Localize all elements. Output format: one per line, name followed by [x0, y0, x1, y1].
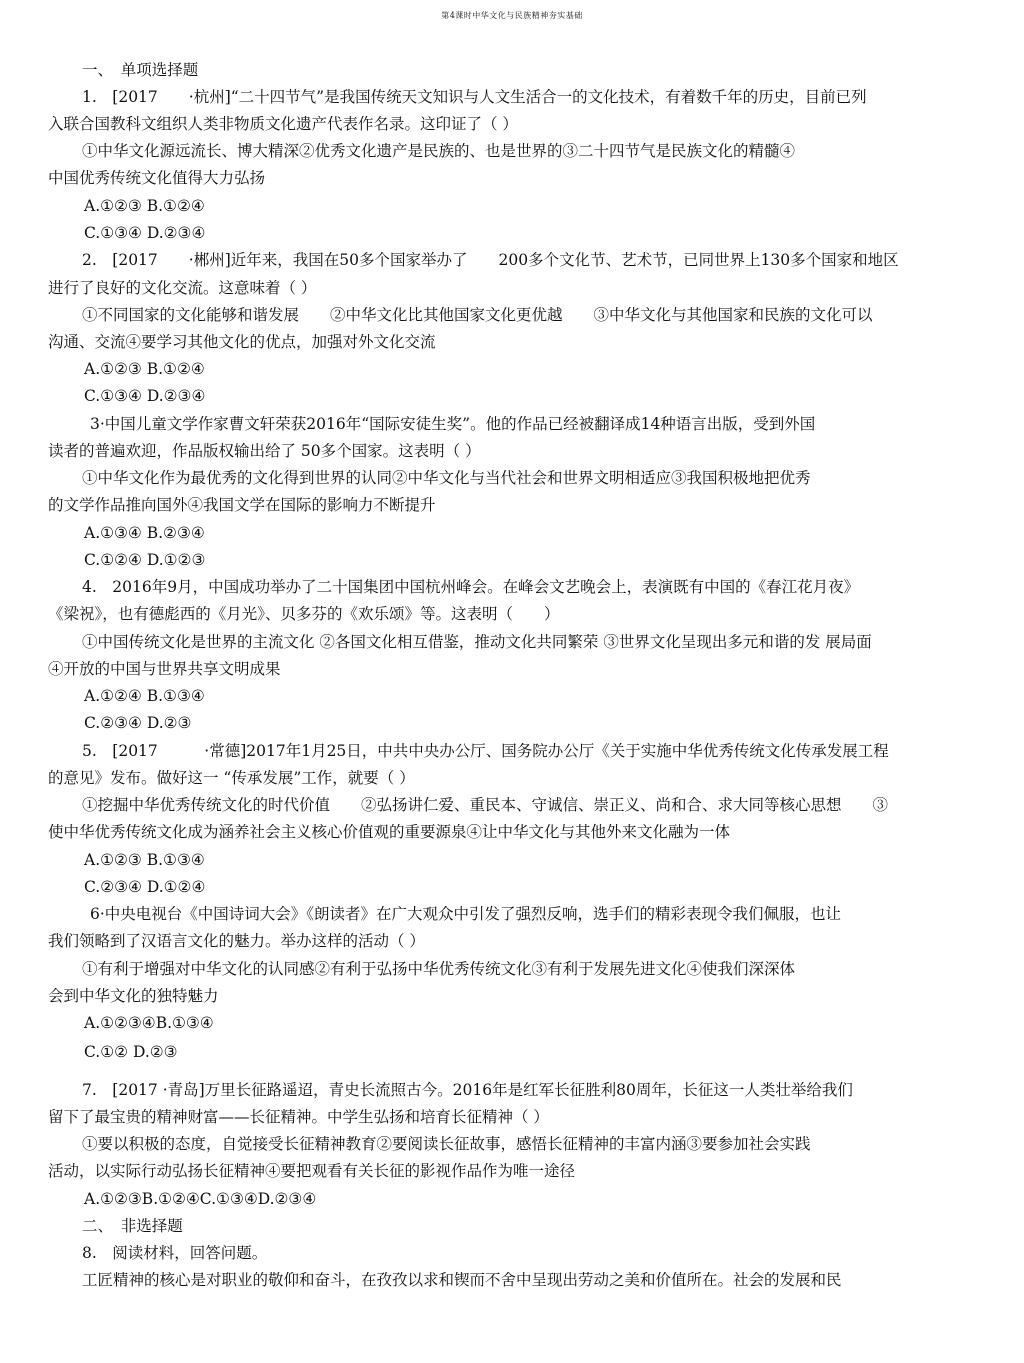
question-3-options-ab: A.①③④ B.②③④	[84, 524, 205, 542]
question-1-text-cont: 入联合国教科文组织人类非物质文化遗产代表作名录。这印证了（ ）	[48, 115, 518, 133]
question-7-text: 7. [2017 ·青岛]万里长征路遥迢，青史长流照古今。2016年是红军长征胜利80周年，长征这一人类壮举给我们	[82, 1081, 853, 1099]
question-7-text-cont: 留下了最宝贵的精神财富——长征精神。中学生弘扬和培育长征精神（ ）	[48, 1108, 549, 1126]
question-4-options-ab: A.①②④ B.①③④	[84, 687, 205, 705]
question-5-statements: ①挖掘中华优秀传统文化的时代价值 ②弘扬讲仁爱、重民本、守诚信、崇正义、尚和合、求大同等核心思想 ③	[82, 796, 889, 814]
question-2-options-cd: C.①③④ D.②③④	[84, 387, 206, 405]
question-6-text-cont: 我们领略到了汉语言文化的魅力。举办这样的活动（ ）	[48, 932, 425, 950]
question-2-statements-cont: 沟通、交流④要学习其他文化的优点，加强对外文化交流	[48, 333, 436, 351]
question-1-statements: ①中华文化源远流长、博大精深②优秀文化遗产是民族的、也是世界的③二十四节气是民族文化的精髓④	[82, 142, 796, 160]
question-7-options: A.①②③B.①②④C.①③④D.②③④	[84, 1190, 317, 1208]
question-1-text: 1. [2017 ·杭州]“二十四节气”是我国传统天文知识与人文生活合一的文化技术，有着数千年的历史，目前已列	[82, 88, 867, 106]
question-6-options-cd: C.①② D.②③	[84, 1043, 178, 1061]
question-1-statements-cont: 中国优秀传统文化值得大力弘扬	[48, 169, 266, 187]
page-title: 第4课时中华文化与民族精神夯实基础	[441, 11, 583, 20]
question-7-statements-cont: 活动，以实际行动弘扬长征精神④要把观看有关长征的影视作品作为唯一途径	[48, 1162, 576, 1180]
question-6-statements-cont: 会到中华文化的独特魅力	[48, 987, 219, 1005]
question-3-text: 3·中国儿童文学作家曹文轩荣获2016年“国际安徒生奖”。他的作品已经被翻译成14种语言出版，受到外国	[90, 415, 816, 433]
question-4-text-cont: 《梁祝》，也有德彪西的《月光》、贝多芬的《欢乐颂》等。这表明（ ）	[48, 605, 560, 623]
question-6-text: 6·中央电视台《中国诗词大会》《朗读者》在广大观众中引发了强烈反响，选手们的精彩表现令我们佩服，也让	[90, 905, 842, 923]
question-7-statements: ①要以积极的态度，自觉接受长征精神教育②要阅读长征故事，感悟长征精神的丰富内涵③要参加社会实践	[82, 1135, 811, 1153]
question-3-statements-cont: 的文学作品推向国外④我国文学在国际的影响力不断提升	[48, 496, 436, 514]
question-5-text-cont: 的意见》发布。做好这一 “传承发展”工作，就要（ ）	[48, 769, 415, 787]
question-3-text-cont: 读者的普遍欢迎，作品版权输出给了 50多个国家。这表明（ ）	[48, 442, 481, 460]
question-3-statements: ①中华文化作为最优秀的文化得到世界的认同②中华文化与当代社会和世界文明相适应③我国积极地把优秀	[82, 469, 811, 487]
question-2-statements: ①不同国家的文化能够和谐发展 ②中华文化比其他国家文化更优越 ③中华文化与其他国家和民族的文化可以	[82, 306, 873, 324]
question-4-statements-cont: ④开放的中国与世界共享文明成果	[48, 660, 281, 678]
question-5-statements-cont: 使中华优秀传统文化成为涵养社会主义核心价值观的重要源泉④让中华文化与其他外来文化融为一体	[48, 823, 731, 841]
question-6-options-ab: A.①②③④B.①③④	[84, 1014, 214, 1032]
question-4-options-cd: C.②③④ D.②③	[84, 714, 192, 732]
question-5-text: 5. [2017 ·常德]2017年1月25日，中共中央办公厅、国务院办公厅《关于实施中华优秀传统文化传承发展工程	[82, 742, 889, 760]
question-4-text: 4. 2016年9月，中国成功举办了二十国集团中国杭州峰会。在峰会文艺晚会上，表演既有中国的《春江花月夜》	[82, 578, 860, 596]
question-2-options-ab: A.①②③ B.①②④	[84, 360, 205, 378]
question-1-options-cd: C.①③④ D.②③④	[84, 224, 206, 242]
question-8-material: 工匠精神的核心是对职业的敬仰和奋斗，在孜孜以求和锲而不舍中呈现出劳动之美和价值所在。社会的发展和民	[82, 1271, 842, 1289]
question-2-text: 2. [2017 ·郴州]近年来，我国在50多个国家举办了 200多个文化节、艺术节，已同世界上130多个国家和地区	[82, 251, 899, 269]
question-6-statements: ①有利于增强对中华文化的认同感②有利于弘扬中华优秀传统文化③有利于发展先进文化④使我们深深体	[82, 960, 796, 978]
question-5-options-ab: A.①②③ B.①③④	[84, 851, 205, 869]
question-1-options-ab: A.①②③ B.①②④	[84, 197, 205, 215]
question-5-options-cd: C.②③④ D.①②④	[84, 878, 206, 896]
section-heading-non-choice: 二、 非选择题	[82, 1217, 183, 1235]
question-4-statements: ①中国传统文化是世界的主流文化 ②各国文化相互借鉴，推动文化共同繁荣 ③世界文化呈现出多元和谐的发 展局面	[82, 633, 872, 651]
section-heading-single-choice: 一、 单项选择题	[82, 61, 199, 79]
question-3-options-cd: C.①②④ D.①②③	[84, 551, 206, 569]
question-8-text: 8. 阅读材料，回答问题。	[82, 1244, 268, 1262]
question-2-text-cont: 进行了良好的文化交流。这意味着（ ）	[48, 279, 317, 297]
